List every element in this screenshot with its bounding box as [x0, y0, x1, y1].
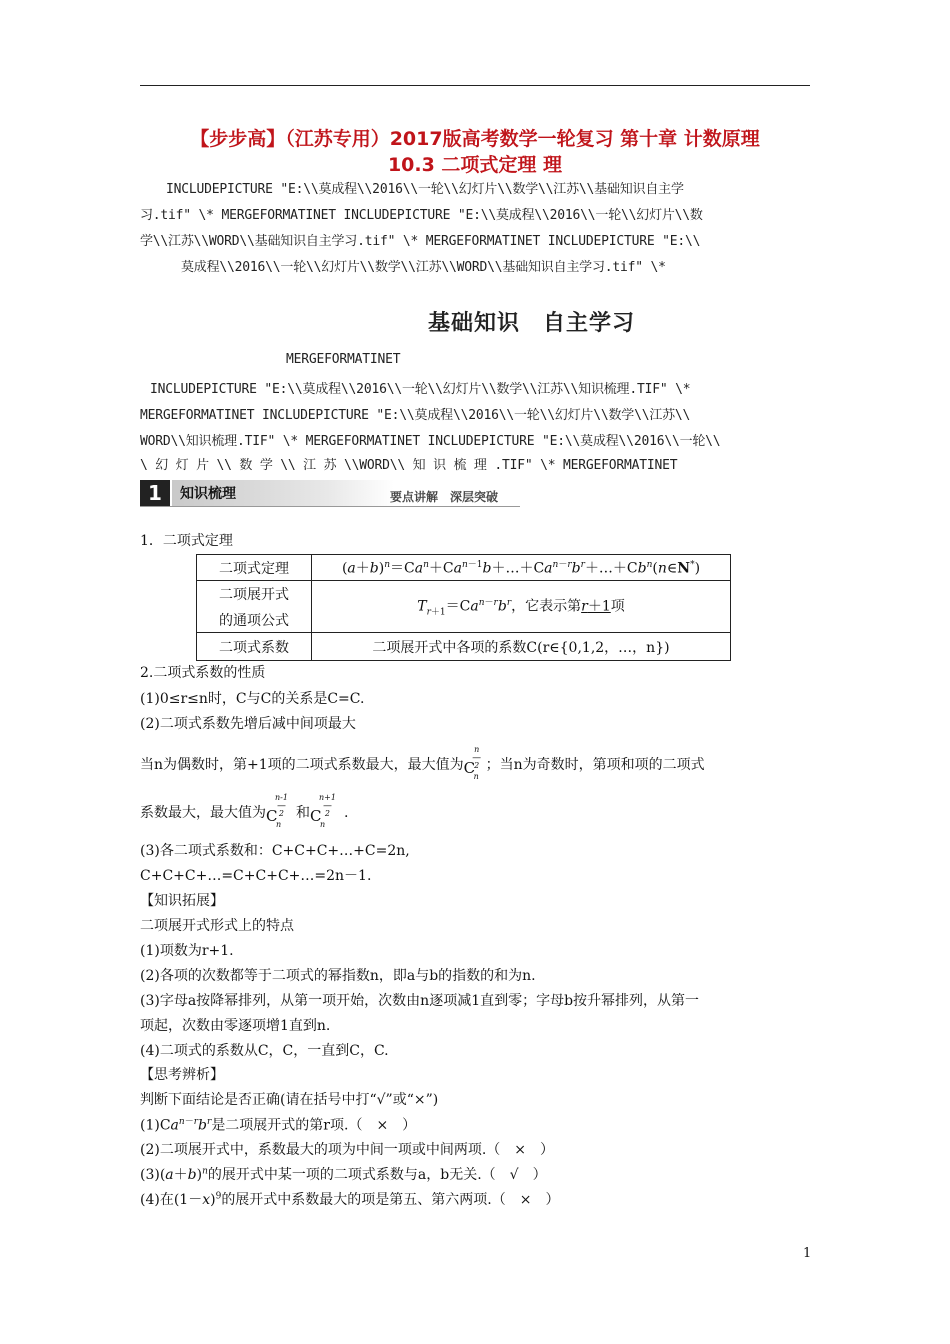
banner-number: 1 [140, 480, 170, 506]
table-cell-label-line: 二项展开式 [219, 586, 289, 603]
question-item: $(1)Ca^{n-r}b^r$是二项展开式的第r项.（ × ） [140, 1117, 417, 1134]
table-cell-formula: $(a+b)^n=Ca^n+Ca^{n-1}b+\dots+Ca^{n-r}b^r+\dots+Cb^n(n\in N^*)$ [312, 555, 731, 581]
table-cell-value: 二项展开式中各项的系数C(r∈{0,1,2，…，n}) [312, 633, 731, 661]
question-item: (2)二项展开式中，系数最大的项为中间一项或中间两项.（ × ） [140, 1142, 555, 1158]
paragraph: (4)二项式的系数从C，C，一直到C，C. [140, 1043, 389, 1059]
binomial-coefficient: C n ― 2 n [463, 745, 481, 781]
subheading: 【思考辨析】 [140, 1067, 224, 1083]
banner-rule [140, 506, 520, 507]
field-code-line: WORD\\知识梳理.TIF" \* MERGEFORMATINET INCLUDEPICTURE "E:\\莫成程\\2016\\一轮\\ [140, 434, 721, 449]
field-code-line: INCLUDEPICTURE "E:\\莫成程\\2016\\一轮\\幻灯片\\数学\\江苏\\知识梳理.TIF" \* [150, 382, 691, 397]
table-cell-label [197, 581, 312, 633]
field-code-line: 莫成程\\2016\\一轮\\幻灯片\\数学\\江苏\\WORD\\基础知识自主学习.tif" \* [181, 260, 666, 275]
paragraph [140, 745, 705, 781]
paragraph: (3)各二项式系数和：C+C+C+…+C=2n, [140, 843, 410, 859]
document-title-line2: 10.3 二项式定理 理 [387, 154, 563, 176]
section-title: 2.二项式系数的性质 [140, 665, 266, 681]
binomial-coefficient: C n+1 ― 2 n [310, 793, 336, 829]
field-code-line: 学\\江苏\\WORD\\基础知识自主学习.tif" \* MERGEFORMATINET INCLUDEPICTURE "E:\\ [140, 234, 701, 249]
table-row [197, 581, 731, 633]
paragraph: (1)0≤r≤n时，C与C的关系是C=C. [140, 691, 365, 707]
paragraph: (1)项数为r+1. [140, 943, 234, 959]
question-text: 的展开式中某一项的二项式系数与a，b无关.（ √ ） [207, 1167, 547, 1183]
text-run: 当n为偶数时，第+1项的二项式系数最大，最大值为 [140, 757, 464, 773]
text-run: 系数最大，最大值为 [140, 805, 266, 821]
paragraph: (3)字母a按降幂排列，从第一项开始，次数由n逐项减1直到零；字母b按升幂排列，从第一 [140, 993, 700, 1009]
banner-subtitle: 要点讲解 深层突破 [390, 490, 499, 504]
question-item: (4)在$(1-x)^9$的展开式中系数最大的项是第五、第六两项.（ × ） [140, 1191, 560, 1208]
subheading: 【知识拓展】 [140, 893, 224, 909]
paragraph: (2)二项式系数先增后减中间项最大 [140, 716, 356, 732]
binomial-coefficient: C n-1 ― 2 n [266, 793, 288, 829]
section-banner [140, 480, 520, 506]
table-cell-label-line: 的通项公式 [219, 612, 289, 629]
table-cell-label: 二项式系数 [197, 633, 312, 661]
question-item: $(3)(a+b)^n$的展开式中某一项的二项式系数与a，b无关.（ √ ） [140, 1166, 547, 1183]
question-text: 的展开式中系数最大的项是第五、第六两项.（ × ） [221, 1192, 560, 1208]
field-code-line: 习.tif" \* MERGEFORMATINET INCLUDEPICTURE "E:\\莫成程\\2016\\一轮\\幻灯片\\数 [140, 208, 703, 223]
paragraph: 二项展开式形式上的特点 [140, 918, 294, 934]
text-run: ；当n为奇数时，第项和项的二项式 [485, 757, 705, 773]
document-title-line1: 【步步高】（江苏专用）2017版高考数学一轮复习 第十章 计数原理 [190, 128, 760, 150]
section-heading: 基础知识 自主学习 [428, 311, 636, 336]
table-cell-formula: $T_{r+1}=Ca^{n-r}b^r$，它表示第r＋1项 [312, 581, 731, 633]
field-code-line: MERGEFORMATINET [286, 352, 401, 367]
section-title: 1．二项式定理 [140, 533, 233, 549]
field-code-line: INCLUDEPICTURE "E:\\莫成程\\2016\\一轮\\幻灯片\\数学\\江苏\\基础知识自主学 [166, 182, 684, 197]
binomial-theorem-table [196, 554, 731, 661]
table-cell-label: 二项式定理 [197, 555, 312, 581]
top-rule [140, 85, 810, 86]
table-row [197, 633, 731, 661]
paragraph: 项起，次数由零逐项增1直到n. [140, 1018, 331, 1034]
paragraph: 系数最大，最大值为 C n-1 ― 2 n 和 C n+1 ― 2 n . [140, 793, 349, 829]
paragraph: C+C+C+…=C+C+C+…=2n－1. [140, 868, 372, 884]
page-number: 1 [803, 1246, 812, 1261]
field-code-line: MERGEFORMATINET INCLUDEPICTURE "E:\\莫成程\\2016\\一轮\\幻灯片\\数学\\江苏\\ [140, 408, 691, 423]
text-run: 和 [296, 805, 310, 821]
banner-label-box [172, 480, 394, 506]
field-code-line: \ 幻 灯 片 \\ 数 学 \\ 江 苏 \\WORD\\ 知 识 梳 理 .TIF" \* MERGEFORMATINET [140, 458, 678, 473]
question-text: 是二项展开式的第r项.（ × ） [211, 1117, 417, 1134]
banner-label: 知识梳理 [180, 486, 236, 502]
table-row [197, 555, 731, 581]
paragraph: (2)各项的次数都等于二项式的幂指数n，即a与b的指数的和为n. [140, 968, 536, 984]
paragraph: 判断下面结论是否正确(请在括号中打“√”或“×”) [140, 1092, 439, 1108]
